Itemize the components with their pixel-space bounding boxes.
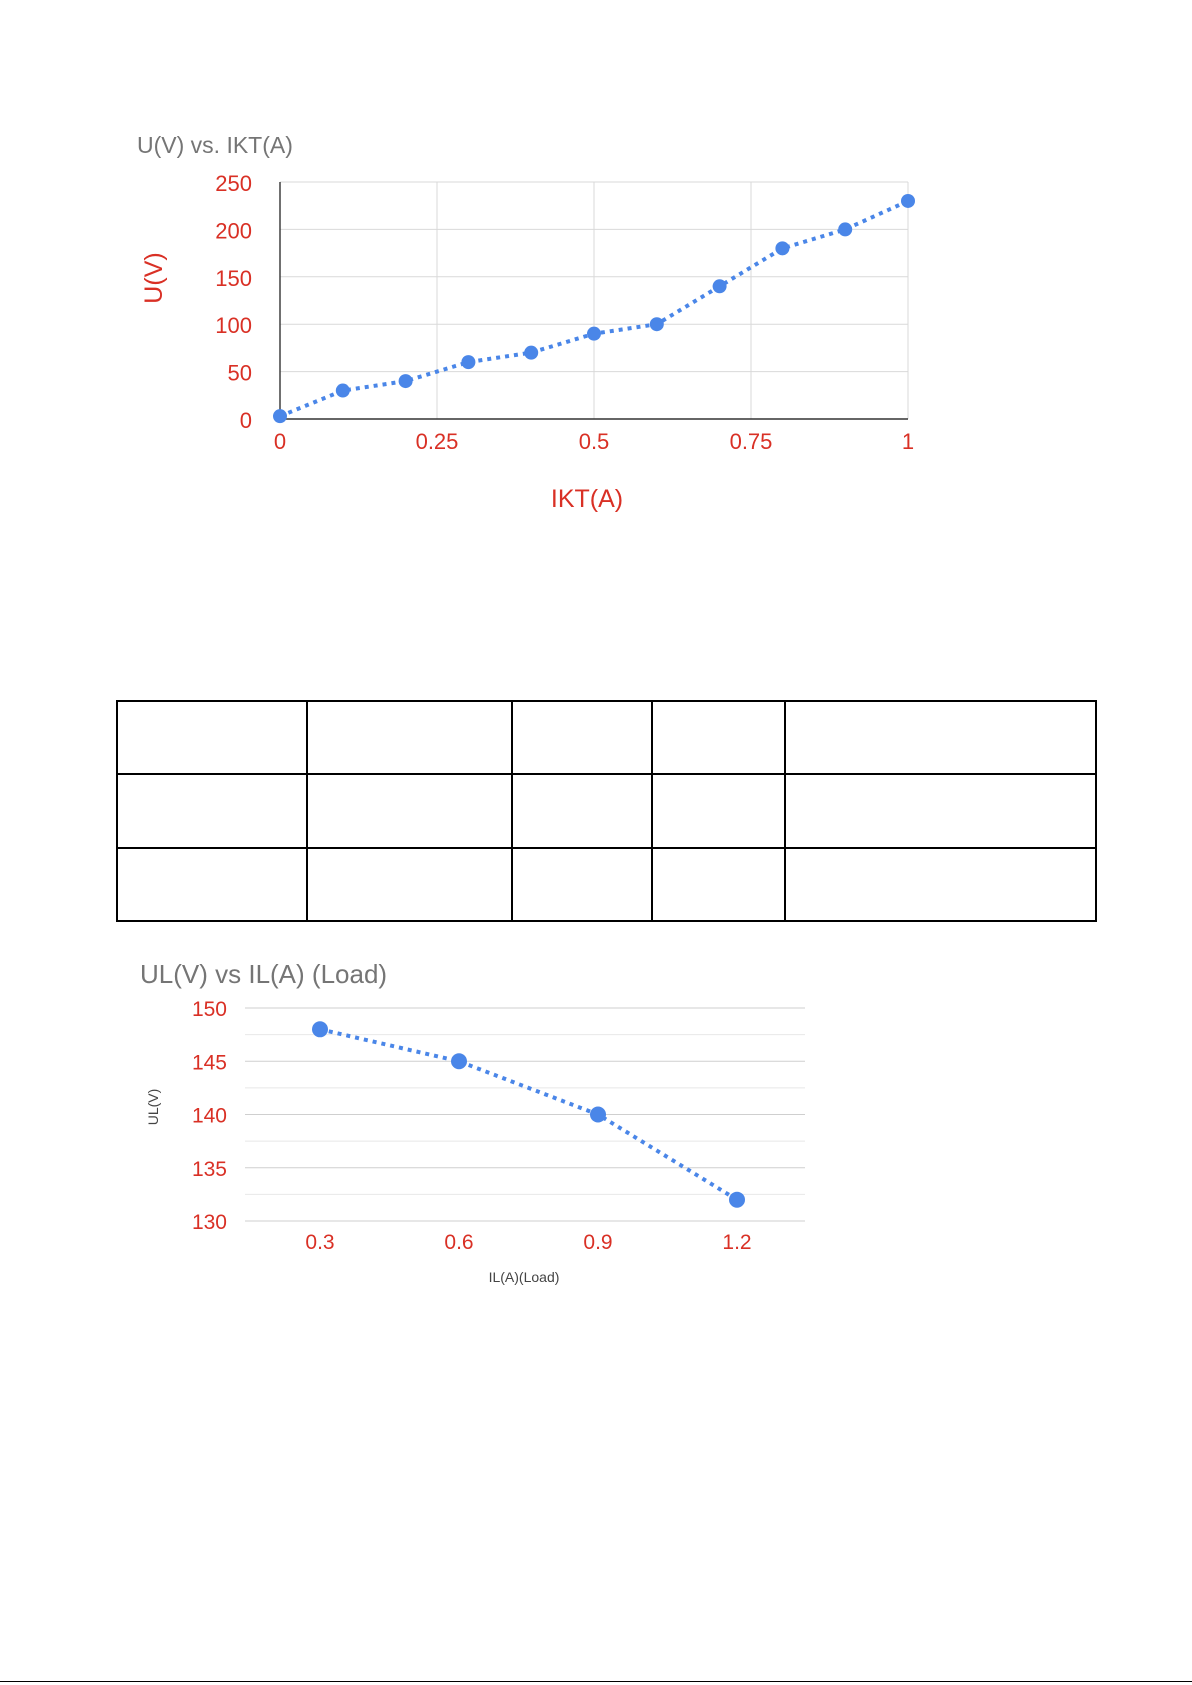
table-cell xyxy=(117,774,307,847)
data-point xyxy=(399,374,413,388)
table-row xyxy=(117,774,1096,847)
table-cell xyxy=(785,774,1096,847)
table-cell xyxy=(652,774,785,847)
y-tick-label: 0 xyxy=(239,408,252,433)
table-cell xyxy=(307,701,512,774)
table-cell xyxy=(785,701,1096,774)
data-point xyxy=(273,409,287,423)
x-tick-label: 0 xyxy=(273,429,287,454)
data-point xyxy=(838,222,852,236)
table-cell xyxy=(307,774,512,847)
x-tick-label: 0.25 xyxy=(415,429,459,454)
chart-title: UL(V) vs IL(A) (Load) xyxy=(140,959,388,989)
data-point xyxy=(587,327,601,341)
x-tick-label: 0.5 xyxy=(578,429,610,454)
series-line xyxy=(320,1029,737,1199)
data-point xyxy=(729,1192,745,1208)
data-point xyxy=(312,1021,328,1037)
y-tick-label: 150 xyxy=(215,265,252,291)
y-tick-label: 130 xyxy=(191,1211,227,1234)
data-table xyxy=(116,700,1097,922)
data-point xyxy=(524,346,538,360)
x-tick-label: 0.6 xyxy=(444,1231,474,1254)
table-cell xyxy=(117,701,307,774)
x-tick-label: 0.3 xyxy=(305,1231,335,1254)
data-point xyxy=(451,1053,467,1069)
table-cell xyxy=(652,848,785,921)
x-tick-label: 0.75 xyxy=(729,429,773,454)
table-cell xyxy=(117,848,307,921)
y-tick-label: 150 xyxy=(191,998,227,1021)
table-cell xyxy=(512,774,652,847)
y-axis-label: UL(V) xyxy=(145,1088,161,1126)
table-cell xyxy=(512,701,652,774)
data-point xyxy=(713,279,727,293)
page-bottom-rule xyxy=(0,1681,1192,1682)
data-point xyxy=(901,194,915,208)
table-cell xyxy=(652,701,785,774)
data-point xyxy=(775,241,789,255)
data-point xyxy=(461,355,475,369)
table-row xyxy=(117,701,1096,774)
table-cell xyxy=(512,848,652,921)
chart-title: U(V) vs. IKT(A) xyxy=(137,132,293,158)
y-tick-label: 100 xyxy=(215,313,252,339)
y-tick-label: 140 xyxy=(191,1104,227,1128)
y-tick-label: 145 xyxy=(191,1051,227,1075)
y-tick-label: 135 xyxy=(191,1157,227,1181)
y-tick-label: 200 xyxy=(215,218,252,244)
x-axis-label: IL(A)(Load) xyxy=(488,1269,560,1285)
data-point xyxy=(336,384,350,398)
table-cell xyxy=(785,848,1096,921)
x-tick-label: 1 xyxy=(901,429,915,454)
x-axis-label: IKT(A) xyxy=(550,485,624,513)
x-tick-label: 0.9 xyxy=(583,1231,613,1254)
data-point xyxy=(650,317,664,331)
table-cell xyxy=(307,848,512,921)
y-tick-label: 50 xyxy=(227,360,252,386)
data-point xyxy=(590,1107,606,1123)
y-tick-label: 250 xyxy=(215,171,252,196)
x-tick-label: 1.2 xyxy=(722,1231,752,1254)
table-row xyxy=(117,848,1096,921)
chart-u-vs-ikt xyxy=(0,0,1192,560)
y-axis-label: U(V) xyxy=(140,252,168,304)
